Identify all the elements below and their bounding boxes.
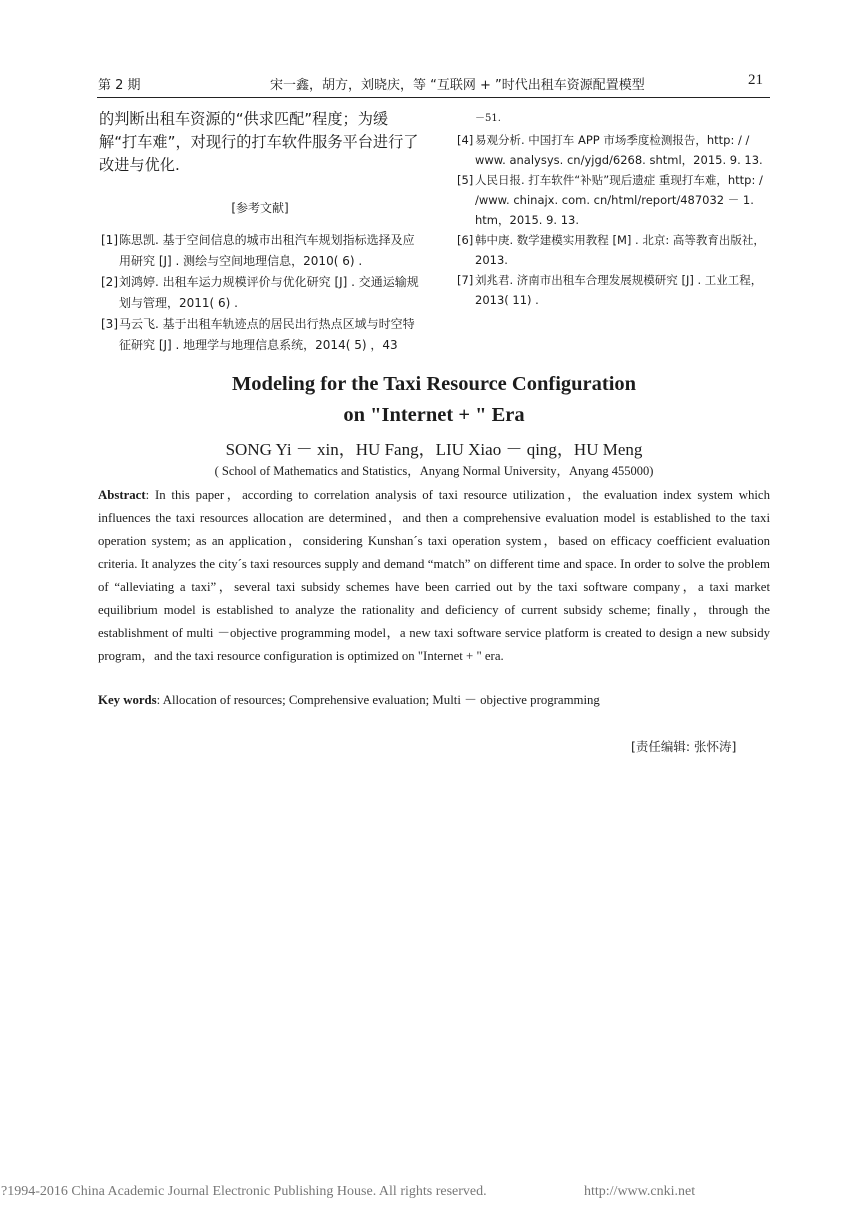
reference-text: 人民日报. 打车软件“补贴”现后遗症 重现打车难，http: / /www. chinajx. com. cn/html/report/487032 － 1. htm，2015. 9. 13. [475,173,763,227]
english-affiliation: ( School of Mathematics and Statistics，Anyang Normal University，Anyang 455000) [214,464,654,478]
reference-number: [4] [457,133,474,147]
reference-item [455,270,773,310]
reference-item [99,314,421,356]
english-keywords [98,690,770,710]
footer-copyright: ?1994-2016 China Academic Journal Electronic Publishing House. All rights reserved. [1,1184,487,1199]
header-rule [97,97,770,98]
reference-item [99,272,421,314]
responsible-editor: [责任编辑: 张怀涛] [631,739,737,754]
keywords-text: : Allocation of resources; Comprehensive evaluation; Multi － objective programming [156,693,600,707]
reference-number: [2] [101,275,118,289]
abstract-text: : In this paper，according to correlation analysis of taxi resource utilization，the evaluation index system which influences the taxi resources allocation are determined，and then a comprehensive evaluation model is established to the taxi operation system; as an application，considering Kunshan´s taxi operation system，based on efficacy coefficient evaluation criteria. It analyzes the city´s taxi resources supply and demand “match” on different time and space. In order to solve the problem of “alleviating a taxi”，several taxi subsidy schemes have been carried out by the taxi software company，a taxi market equilibrium model is established to analyze the rationality and deficiency of current subsidy scheme; finally，through the establishment of multi －objective programming model，a new taxi software service platform is created to design a new subsidy program，and the taxi resource configuration is optimized on "Internet + " era. [98,488,770,663]
left-column [99,108,421,356]
reference-number: [5] [457,173,474,187]
english-title-line-1: Modeling for the Taxi Resource Configuration [231,373,637,395]
reference-text: 韩中庚. 数学建模实用教程 [M] . 北京: 高等教育出版社，2013. [475,233,765,267]
reference-continuation: －51. [475,113,501,124]
keywords-label: Key words [98,693,157,707]
abstract-label: Abstract [98,488,146,502]
reference-number: [6] [457,233,474,247]
english-authors: SONG Yi － xin，HU Fang，LIU Xiao － qing，HU Meng [225,440,643,459]
reference-number: [7] [457,273,474,287]
reference-item [455,230,773,270]
continuation-paragraph: 的判断出租车资源的“供求匹配”程度；为缓解“打车难”，对现行的打车软件服务平台进行了改进与优化. [99,110,419,174]
reference-number: [3] [101,317,118,331]
page-number: 21 [748,72,763,88]
footer-url: http://www.cnki.net [584,1184,696,1199]
reference-text: 陈思凯. 基于空间信息的城市出租汽车规划指标选择及应用研究 [J] . 测绘与空间地理信息，2010( 6) . [119,233,415,268]
reference-text: 易观分析. 中国打车 APP 市场季度检测报告，http: / / www. analysys. cn/yjgd/6268. shtml，2015. 9. 13. [475,133,763,167]
right-column [455,112,773,310]
reference-text: 刘鸿婷. 出租车运力规模评价与优化研究 [J] . 交通运输规划与管理，2011( 6) . [119,275,419,310]
reference-item [455,170,773,230]
running-header-title: 宋一鑫，胡方，刘晓庆，等 “互联网 + ”时代出租车资源配置模型 [270,78,645,93]
reference-text: 马云飞. 基于出租车轨迹点的居民出行热点区域与时空特征研究 [J] . 地理学与地理信息系统，2014( 5) ，43 [119,317,415,352]
reference-item [99,230,421,272]
references-heading: [参考文献] [231,201,289,215]
running-header-issue: 第 2 期 [98,78,141,93]
reference-text: 刘兆君. 济南市出租车合理发展规模研究 [J] . 工业工程，2013( 11) . [475,273,763,307]
reference-item [455,130,773,170]
english-title-line-2: on "Internet + " Era [343,404,525,426]
reference-number: [1] [101,233,118,247]
english-abstract [98,484,770,668]
